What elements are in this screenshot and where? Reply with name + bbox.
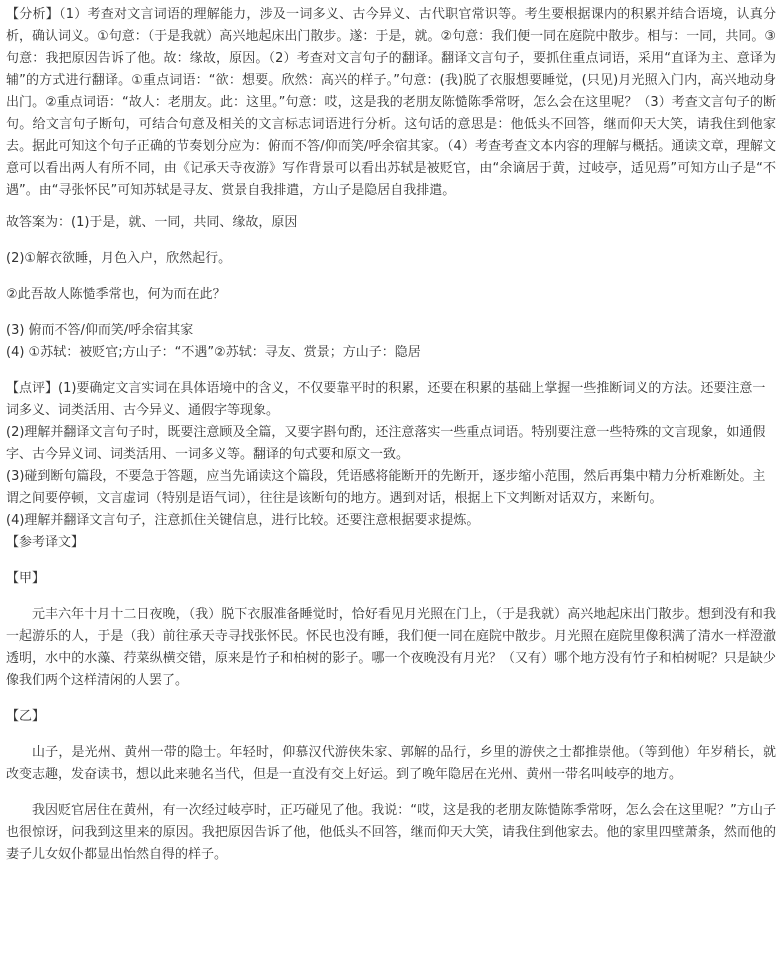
yi-heading: 【乙】 <box>6 709 46 724</box>
jia-heading: 【甲】 <box>6 571 46 586</box>
answer-line-3: (3) 俯而不答/仰而笑/呼余宿其家 <box>6 323 194 338</box>
reference-heading: 【参考译文】 <box>6 535 85 550</box>
analysis-paragraph: 【分析】（1）考查对文言词语的理解能力，涉及一词多义、古今异义、古代职官常识等。考生要根据课内的积累并结合语境，认真分析，确认词义。①句意：（于是我就）高兴地起床出门散步。遂：于是，就。②句意：我们便一同在庭院中散步。相与：一同，共同。③句意：我把原因告诉了他。故：缘故，原因。（2）考查对文言句子的翻译。翻译文言句子，要抓住重点词语，采用“直译为主、意译为辅”的方式进行翻译。①重点词语：“欲：想要。欣然：高兴的样子。”句意：(我)脱了衣服想要睡觉，(只见)月光照入门内，高兴地动身出门。②重点词语：“故人：老朋友。此：这里。”句意：哎，这是我的老朋友陈慥陈季常呀，怎么会在这里呢？（3）考查文言句子的断句。给文言句子断句，可结合句意及相关的文言标志词语进行分析。这句话的意思是：他低头不回答，继而仰天大笑，请我住到他家去。据此可知这个句子正确的节奏划分应为：俯而不答/仰而笑/呼余宿其家。（4）考查考查文本内容的理解与概括。通读文章，理解文意可以看出两人有所不同，由《记承天寺夜游》写作背景可以看出苏轼是被贬官，由“余谪居于黄，过岐亭，适见焉”可知方山子是“不遇”。由“寻张怀民”可知苏轼是寻友、赏景自我排遣，方山子是隐居自我排遣。 <box>6 7 776 198</box>
jia-translation: 元丰六年十月十二日夜晚，（我）脱下衣服准备睡觉时，恰好看见月光照在门上，（于是我就）高兴地起床出门散步。想到没有和我一起游乐的人，于是（我）前往承天寺寻找张怀民。怀民也没有睡，我们便一同在庭院中散步。月光照在庭院里像积满了清水一样澄澈透明，水中的水藻、荇菜纵横交错，原来是竹子和柏树的影子。哪一个夜晚没有月光？（又有）哪个地方没有竹子和柏树呢？只是缺少像我们两个这样清闲的人罢了。 <box>6 607 776 688</box>
answer-line-2-2: ②此吾故人陈慥季常也，何为而在此？ <box>6 287 226 302</box>
answer-line-1: 故答案为：(1)于是，就、一同，共同、缘故，原因 <box>6 215 298 230</box>
answer-line-4: (4) ①苏轼：被贬官;方山子：“不遇”②苏轼：寻友、赏景；方山子：隐居 <box>6 345 421 360</box>
comment-paragraph-4: (4)理解并翻译文言句子，注意抓住关键信息，进行比较。还要注意根据要求提炼。 <box>6 513 480 528</box>
comment-paragraph-3: (3)碰到断句篇段，不要急于答题，应当先诵读这个篇段，凭语感将能断开的先断开，逐步缩小范围，然后再集中精力分析难断处。主谓之间要停顿，文言虚词（特别是语气词），往往是该断句的地方。遇到对话，根据上下文判断对话双方，来断句。 <box>6 469 766 506</box>
yi-translation-1: 山子，是光州、黄州一带的隐士。年轻时，仰慕汉代游侠朱家、郭解的品行，乡里的游侠之士都推崇他。（等到他）年岁稍长，就改变志趣，发奋读书，想以此来驰名当代，但是一直没有交上好运。到了晚年隐居在光州、黄州一带名叫岐亭的地方。 <box>6 745 776 782</box>
comment-paragraph-2: (2)理解并翻译文言句子时，既要注意顾及全篇，又要字斟句酌，还注意落实一些重点词语。特别要注意一些特殊的文言现象，如通假字、古今异义词、词类活用、一词多义等。翻译的句式要和原文一致。 <box>6 425 766 462</box>
comment-paragraph-1: 【点评】(1)要确定文言实词在具体语境中的含义，不仅要靠平时的积累，还要在积累的基础上掌握一些推断词义的方法。还要注意一词多义、词类活用、古今异义、通假字等现象。 <box>6 381 766 418</box>
answer-line-2-1: (2)①解衣欲睡，月色入户，欣然起行。 <box>6 251 232 266</box>
yi-translation-2: 我因贬官居住在黄州，有一次经过岐亭时，正巧碰见了他。我说：“哎，这是我的老朋友陈慥陈季常呀，怎么会在这里呢？”方山子也很惊讶，问我到这里来的原因。我把原因告诉了他，他低头不回答，继而仰天大笑，请我住到他家去。他的家里四壁萧条，然而他的妻子儿女奴仆都显出怡然自得的样子。 <box>6 803 776 862</box>
